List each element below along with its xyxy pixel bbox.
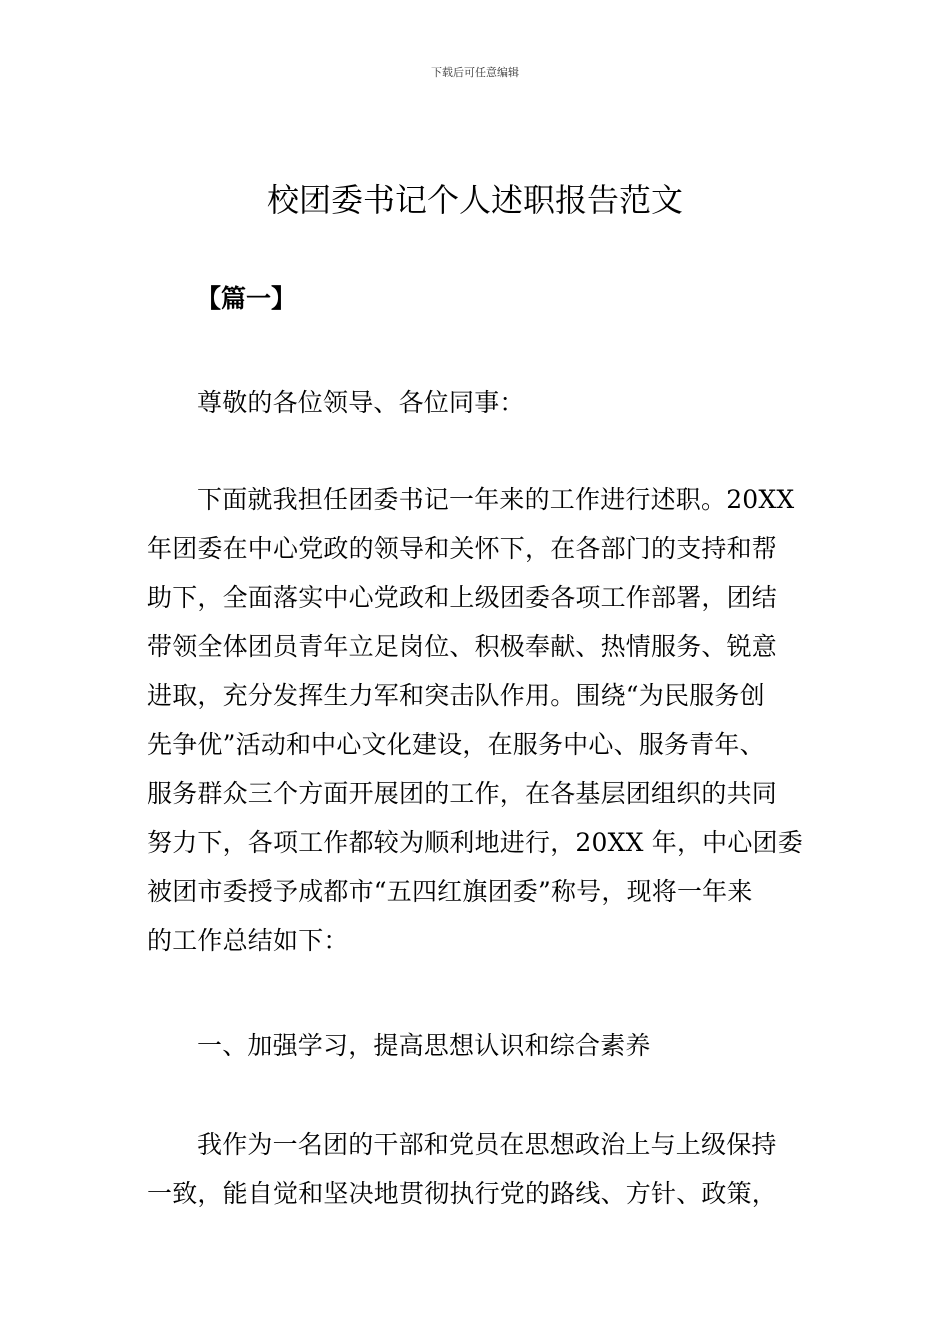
paragraph-line: 先争优”活动和中心文化建设，在服务中心、服务青年、 [147,730,765,759]
paragraph-line: 一致，能自觉和坚决地贯彻执行党的路线、方针、政策， [147,1179,778,1208]
paragraph-line: 服务群众三个方面开展团的工作，在各基层团组织的共同 [147,779,778,808]
section-label: 【篇一】 [196,284,297,313]
paragraph-line: 被团市委授予成都市“五四红旗团委”称号，现将一年来 [147,877,753,906]
paragraph-line: 年团委在中心党政的领导和关怀下，在各部门的支持和帮 [147,534,778,563]
paragraph-line: 的工作总结如下： [147,926,349,955]
paragraph-1 [147,475,807,965]
paragraph-line: 带领全体团员青年立足岗位、积极奉献、热情服务、锐意 [147,632,778,661]
greeting: 尊敬的各位领导、各位同事： [197,388,525,417]
document-title: 校团委书记个人述职报告范文 [266,181,683,219]
paragraph-line: 助下，全面落实中心党政和上级团委各项工作部署，团结 [147,583,778,612]
paragraph-line: 我作为一名团的干部和党员在思想政治上与上级保持 [197,1130,777,1159]
paragraph-line: 下面就我担任团委书记一年来的工作进行述职。20XX [197,485,795,514]
header-note: 下载后可任意编辑 [431,66,519,79]
paragraph-line: 努力下，各项工作都较为顺利地进行，20XX 年，中心团委 [147,828,803,857]
section-heading-1: 一、加强学习，提高思想认识和综合素养 [197,1031,651,1060]
paragraph-2 [147,1120,807,1218]
paragraph-line: 进取，充分发挥生力军和突击队作用。围绕“为民服务创 [147,681,765,710]
